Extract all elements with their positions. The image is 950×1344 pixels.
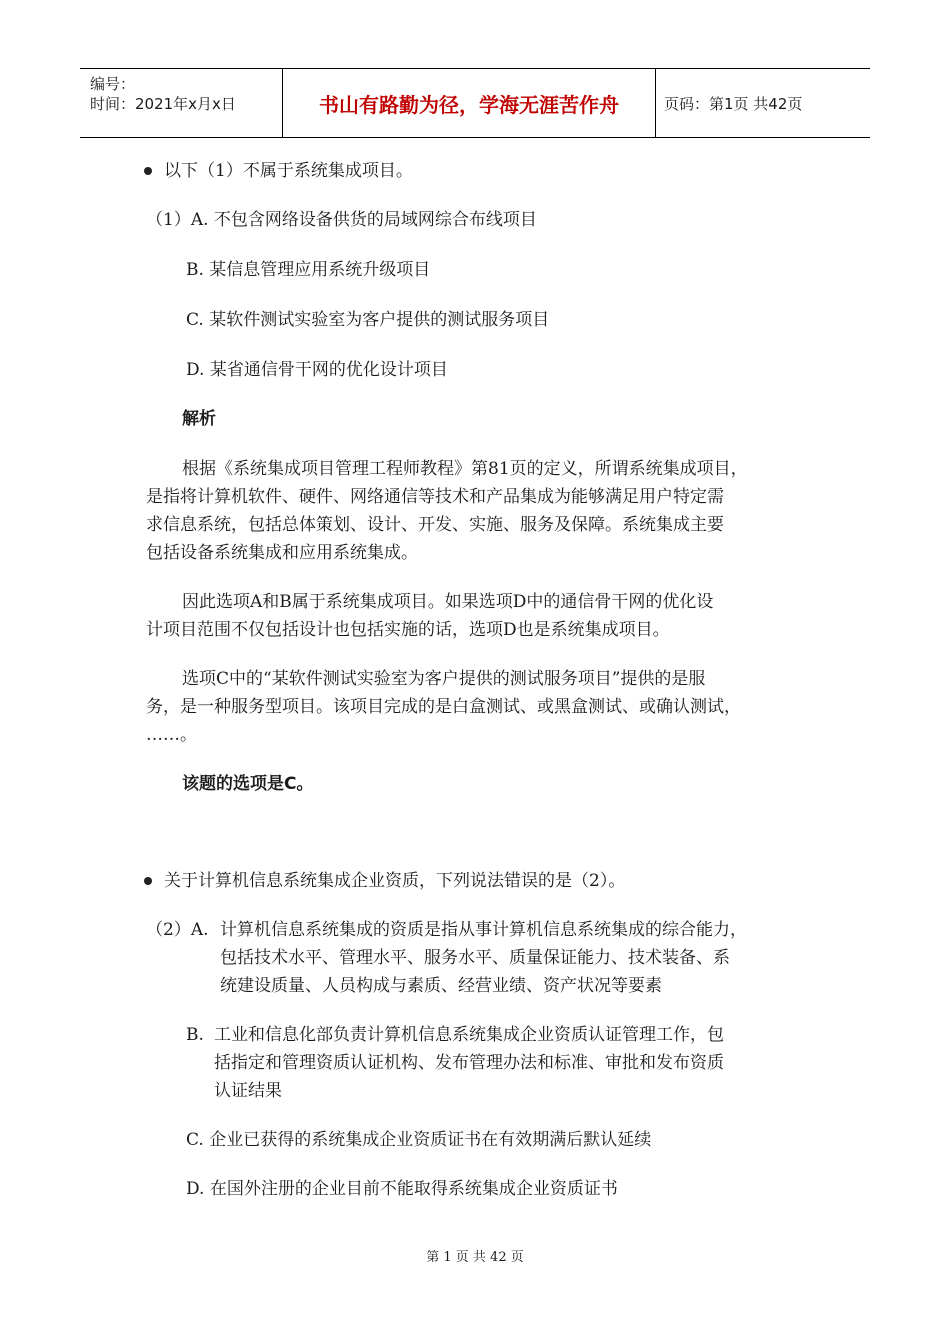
para3-line: 务，是一种服务型项目。该项目完成的是白盒测试、或黑盒测试、或确认测试，	[146, 697, 741, 717]
q2-option-a-prefix: （2）A.	[146, 920, 209, 940]
para3-line: ……。	[146, 725, 197, 745]
q1-option-a: （1）A. 不包含网络设备供货的局域网综合布线项目	[146, 210, 537, 230]
page-label: 页码：第1页 共42页	[664, 94, 803, 113]
time-label: 时间：2021年x月x日	[90, 95, 236, 113]
q2-stem: 关于计算机信息系统集成企业资质，下列说法错误的是（2）。	[164, 871, 626, 891]
analysis-title: 解析	[182, 409, 216, 429]
para1-line: 求信息系统，包括总体策划、设计、开发、实施、服务及保障。系统集成主要	[146, 515, 724, 535]
q2-option-d: D. 在国外注册的企业目前不能取得系统集成企业资质证书	[186, 1179, 618, 1199]
q2-option-b-line: 认证结果	[214, 1081, 282, 1101]
q1-stem: 以下（1）不属于系统集成项目。	[164, 161, 413, 181]
number-label: 编号：	[90, 75, 136, 93]
q2-option-b-line: 工业和信息化部负责计算机信息系统集成企业资质认证管理工作，包	[214, 1025, 724, 1045]
header-meta-cell	[80, 69, 282, 137]
q2-option-a-line: 统建设质量、人员构成与素质、经营业绩、资产状况等要素	[220, 976, 662, 996]
para1-line: 包括设备系统集成和应用系统集成。	[146, 543, 418, 563]
q2-option-b-line: 括指定和管理资质认证机构、发布管理办法和标准、审批和发布资质	[214, 1053, 724, 1073]
bullet-icon	[144, 167, 152, 175]
motto: 书山有路勤为径，学海无涯苦作舟	[282, 69, 656, 137]
q2-option-b-prefix: B.	[186, 1025, 204, 1045]
page-footer: 第 1 页 共 42 页	[426, 1250, 524, 1265]
bullet-icon	[144, 877, 152, 885]
para1-line: 根据《系统集成项目管理工程师教程》第81页的定义，所谓系统集成项目，	[182, 459, 748, 479]
header-table	[80, 68, 870, 138]
para1-line: 是指将计算机软件、硬件、网络通信等技术和产品集成为能够满足用户特定需	[146, 487, 724, 507]
para2-line: 因此选项A和B属于系统集成项目。如果选项D中的通信骨干网的优化设	[182, 592, 714, 612]
q1-option-c: C. 某软件测试实验室为客户提供的测试服务项目	[186, 310, 550, 330]
answer-line: 该题的选项是C。	[182, 774, 314, 794]
q2-option-a-line: 包括技术水平、管理水平、服务水平、质量保证能力、技术装备、系	[220, 948, 730, 968]
para2-line: 计项目范围不仅包括设计也包括实施的话，选项D也是系统集成项目。	[146, 620, 670, 640]
q1-option-b: B. 某信息管理应用系统升级项目	[186, 260, 431, 280]
q2-option-c: C. 企业已获得的系统集成企业资质证书在有效期满后默认延续	[186, 1130, 652, 1150]
q2-option-a-line: 计算机信息系统集成的资质是指从事计算机信息系统集成的综合能力，	[220, 920, 747, 940]
para3-line: 选项C中的“某软件测试实验室为客户提供的测试服务项目”提供的是服	[182, 669, 706, 689]
q1-option-d: D. 某省通信骨干网的优化设计项目	[186, 360, 448, 380]
